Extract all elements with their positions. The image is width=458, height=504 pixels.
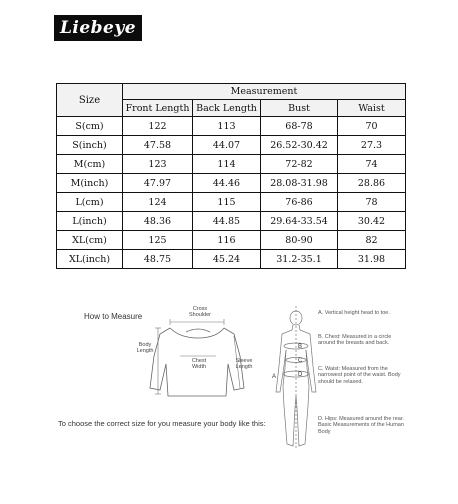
letter-d: D	[298, 372, 303, 378]
measurement-diagram	[0, 296, 458, 504]
column-header-back-length: Back Length	[193, 100, 261, 117]
body-length-label: Body Length	[136, 342, 154, 354]
back-length-cell: 114	[193, 155, 261, 174]
letter-a: A	[272, 374, 277, 380]
waist-cell: 82	[338, 231, 406, 250]
note-hips: D. Hips: Measured around the rear. Basic Measurements of the Human Body	[318, 416, 404, 435]
how-to-measure-section	[0, 296, 458, 504]
table-row	[57, 231, 406, 250]
table-row	[57, 174, 406, 193]
front-length-cell: 48.75	[123, 250, 193, 269]
chest-width-label: Chest Width	[191, 358, 207, 370]
waist-cell: 78	[338, 193, 406, 212]
size-column-header: Size	[57, 84, 123, 117]
front-length-cell: 124	[123, 193, 193, 212]
back-length-cell: 44.46	[193, 174, 261, 193]
table-row	[57, 212, 406, 231]
size-cell: XL(inch)	[57, 250, 123, 269]
size-cell: S(cm)	[57, 117, 123, 136]
size-cell: L(inch)	[57, 212, 123, 231]
bust-cell: 80-90	[261, 231, 338, 250]
bust-cell: 29.64-33.54	[261, 212, 338, 231]
back-length-cell: 116	[193, 231, 261, 250]
bust-cell: 31.2-35.1	[261, 250, 338, 269]
back-length-cell: 44.85	[193, 212, 261, 231]
front-length-cell: 122	[123, 117, 193, 136]
waist-cell: 31.98	[338, 250, 406, 269]
back-length-cell: 45.24	[193, 250, 261, 269]
column-header-front-length: Front Length	[123, 100, 193, 117]
front-length-cell: 125	[123, 231, 193, 250]
bust-cell: 28.08-31.98	[261, 174, 338, 193]
table-row	[57, 136, 406, 155]
column-header-waist: Waist	[338, 100, 406, 117]
back-length-cell: 115	[193, 193, 261, 212]
table-row	[57, 250, 406, 269]
table-row	[57, 155, 406, 174]
waist-cell: 74	[338, 155, 406, 174]
size-chart-table	[56, 83, 406, 269]
letter-c: C	[298, 358, 303, 364]
table-row	[57, 193, 406, 212]
table-row	[57, 117, 406, 136]
waist-cell: 28.86	[338, 174, 406, 193]
back-length-cell: 113	[193, 117, 261, 136]
cross-shoulder-label: Cross Shoulder	[188, 306, 212, 318]
body-figure	[276, 306, 316, 448]
size-cell: M(cm)	[57, 155, 123, 174]
waist-cell: 30.42	[338, 212, 406, 231]
sleeve-length-label: Sleeve Length	[235, 358, 253, 370]
waist-cell: 70	[338, 117, 406, 136]
size-cell: S(inch)	[57, 136, 123, 155]
size-cell: XL(cm)	[57, 231, 123, 250]
note-waist: C. Waist: Measured from the narrowest point of the waist. Body should be relaxed.	[318, 366, 401, 385]
brand-logo: Liebeye	[54, 15, 142, 41]
bust-cell: 72-82	[261, 155, 338, 174]
waist-cell: 27.3	[338, 136, 406, 155]
choose-size-instruction: To choose the correct size for you measure your body like this:	[58, 419, 266, 428]
bust-cell: 76-86	[261, 193, 338, 212]
front-length-cell: 123	[123, 155, 193, 174]
letter-b: B	[298, 344, 303, 350]
bust-cell: 68-78	[261, 117, 338, 136]
back-length-cell: 44.07	[193, 136, 261, 155]
size-cell: M(inch)	[57, 174, 123, 193]
column-header-bust: Bust	[261, 100, 338, 117]
bust-cell: 26.52-30.42	[261, 136, 338, 155]
note-chest: B. Chest: Measured in a circle around the breasts and back.	[318, 334, 392, 347]
measurement-header: Measurement	[123, 84, 406, 100]
size-cell: L(cm)	[57, 193, 123, 212]
body-letters	[272, 344, 303, 380]
how-to-measure-title: How to Measure	[84, 312, 143, 321]
front-length-cell: 47.58	[123, 136, 193, 155]
front-length-cell: 47.97	[123, 174, 193, 193]
front-length-cell: 48.36	[123, 212, 193, 231]
note-height: A. Vertical height head to toe.	[318, 310, 390, 316]
